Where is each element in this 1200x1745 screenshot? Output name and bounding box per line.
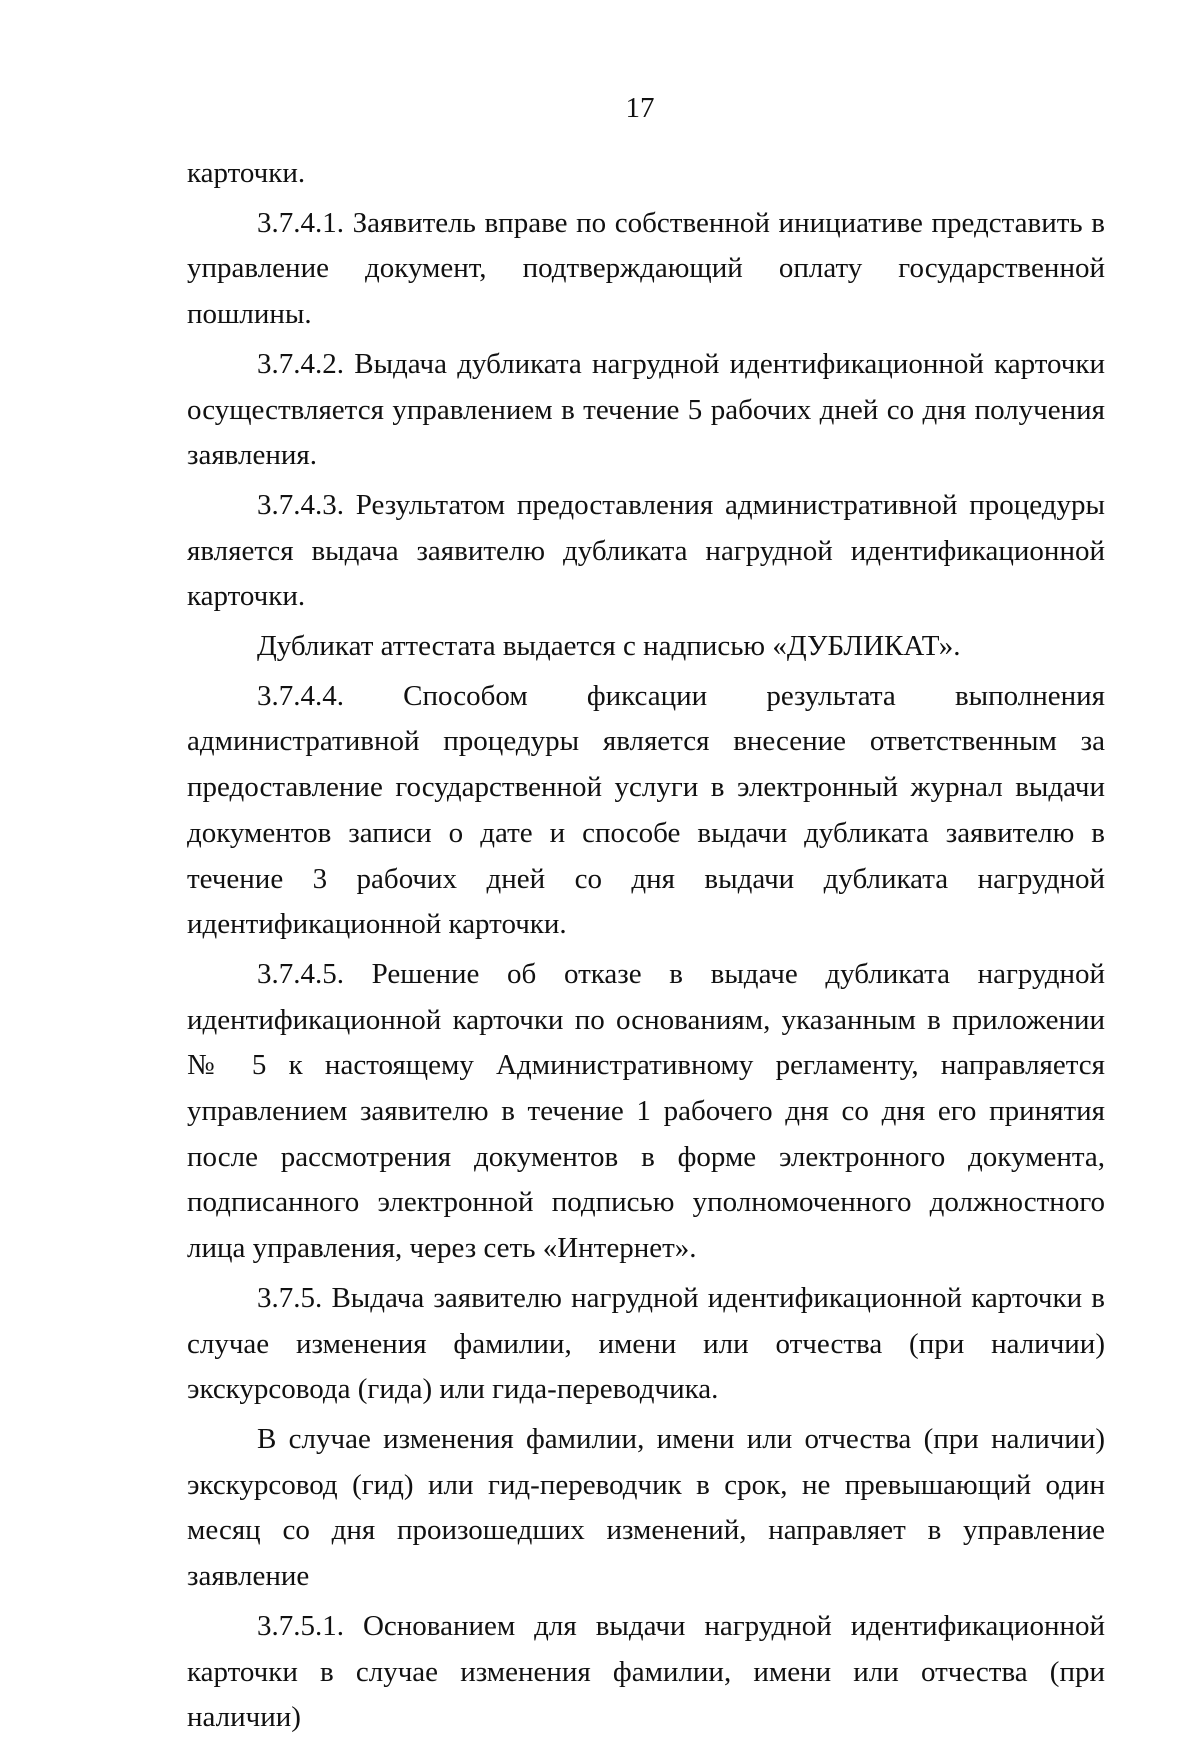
paragraph-3-7-4-4: 3.7.4.4. Способом фиксации результата выполнения административной процедуры является внесение ответственным за предоставление государственной услуги в электронный журнал выдачи документов записи о дате и способе выдачи дубликата заявителю в течение 3 рабочих дней со дня выдачи дубликата нагрудной идентификационной карточки. [187, 679, 1105, 941]
paragraph-name-change: В случае изменения фамилии, имени или отчества (при наличии) экскурсовод (гид) или гид-переводчик в срок, не превышающий один месяц со дня произошедших изменений, направляет в управление заявление [187, 1422, 1105, 1593]
paragraph-3-7-4-2: 3.7.4.2. Выдача дубликата нагрудной идентификационной карточки осуществляется управлением в течение 5 рабочих дней со дня получения заявления. [187, 347, 1105, 472]
document-body [187, 151, 1105, 1745]
paragraph-3-7-5-1: 3.7.5.1. Основанием для выдачи нагрудной идентификационной карточки в случае изменения фамилии, имени или отчества (при наличии) [187, 1609, 1105, 1734]
paragraph-3-7-4-5: 3.7.4.5. Решение об отказе в выдаче дубликата нагрудной идентификационной карточки по основаниям, указанным в приложении № 5 к настоящему Административному регламенту, направляется управлением заявителю в течение 1 рабочего дня со дня его принятия после рассмотрения документов в форме электронного документа, подписанного электронной подписью уполномоченного должностного лица управления, через сеть «Интернет». [187, 957, 1105, 1265]
paragraph-3-7-4-3: 3.7.4.3. Результатом предоставления административной процедуры является выдача заявителю дубликата нагрудной идентификационной карточки. [187, 488, 1105, 613]
paragraph-3-7-5: 3.7.5. Выдача заявителю нагрудной идентификационной карточки в случае изменения фамилии, имени или отчества (при наличии) экскурсовода (гида) или гида-переводчика. [187, 1281, 1105, 1406]
page-number: 17 [625, 92, 655, 124]
paragraph-continuation: карточки. [187, 157, 306, 189]
paragraph-3-7-4-1: 3.7.4.1. Заявитель вправе по собственной инициативе представить в управление документ, подтверждающий оплату государственной пошлины. [187, 206, 1105, 331]
paragraph-duplicate-note: Дубликат аттестата выдается с надписью «ДУБЛИКАТ». [257, 630, 961, 663]
